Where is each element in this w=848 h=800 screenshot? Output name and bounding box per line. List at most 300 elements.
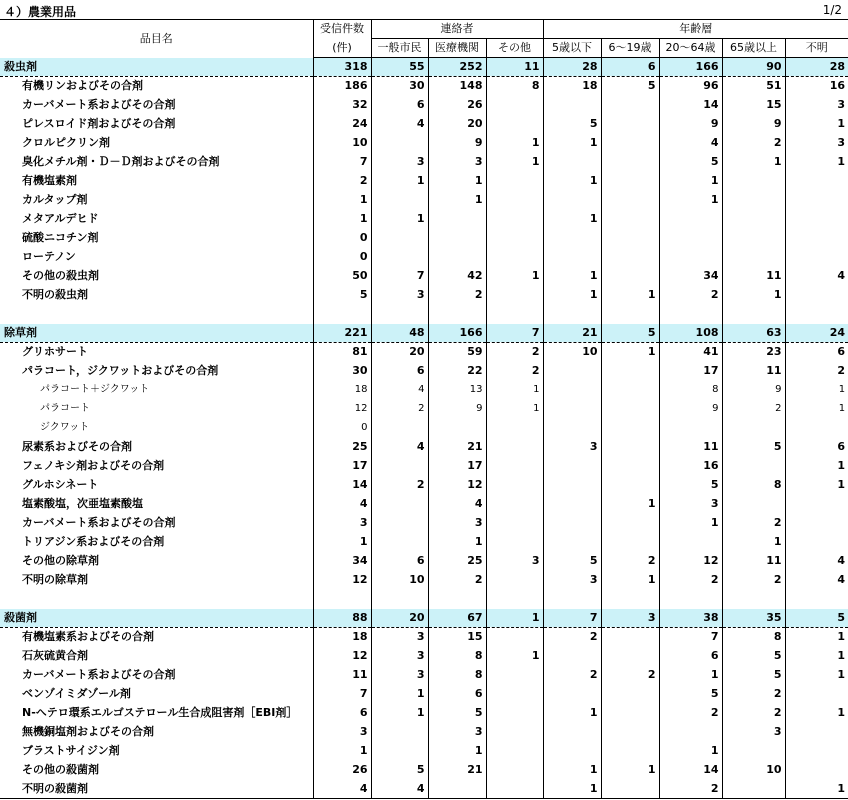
table-cell: 3 [428,514,486,533]
table-cell: 3 [543,438,601,457]
col-header-cases-unit: (件) [313,39,371,58]
col-header-contact-public: 一般市民 [371,39,428,58]
table-cell [785,229,848,248]
table-cell [785,286,848,305]
table-cell: 90 [722,58,785,77]
table-cell: 1 [601,495,659,514]
table-row [0,647,848,666]
table-cell: 5 [543,552,601,571]
table-cell: 108 [659,324,722,343]
table-row [0,248,848,267]
table-cell: 14 [313,476,371,495]
row-label: ベンゾイミダゾール剤 [22,687,131,700]
table-cell: 2 [722,685,785,704]
table-cell [543,742,601,761]
table-cell: 1 [785,628,848,647]
table-cell: 1 [722,533,785,552]
table-cell [486,210,543,229]
row-label [0,305,313,324]
table-cell: 1 [659,191,722,210]
table-cell [601,438,659,457]
table-cell: 2 [785,362,848,381]
table-cell: 4 [371,438,428,457]
table-cell [486,533,543,552]
table-cell [601,457,659,476]
table-cell [601,210,659,229]
table-cell: 1 [659,666,722,685]
table-cell: 1 [785,666,848,685]
table-cell [486,457,543,476]
table-cell: 14 [659,96,722,115]
table-cell: 5 [313,286,371,305]
table-cell [486,495,543,514]
table-cell [785,514,848,533]
table-cell [659,590,722,609]
table-cell: 1 [371,704,428,723]
table-cell [486,305,543,324]
table-row [0,761,848,780]
table-row [0,552,848,571]
table-cell: 1 [486,609,543,628]
table-cell: 8 [722,476,785,495]
table-cell: 34 [659,267,722,286]
table-cell: 2 [659,286,722,305]
table-cell: 0 [313,229,371,248]
table-cell: 12 [313,400,371,419]
table-cell: 1 [601,286,659,305]
table-cell: 1 [543,172,601,191]
table-cell: 5 [601,324,659,343]
table-cell: 1 [543,267,601,286]
table-cell [371,495,428,514]
table-cell: 48 [371,324,428,343]
table-cell [543,533,601,552]
table-cell [785,742,848,761]
row-label: ローテノン [22,250,76,263]
col-header-age-6-19: 6～19歳 [601,39,659,58]
table-cell [543,153,601,172]
table-cell [486,438,543,457]
table-cell: 1 [601,761,659,780]
table-cell: 4 [659,134,722,153]
table-cell [486,685,543,704]
table-cell: 6 [371,552,428,571]
table-cell: 9 [659,115,722,134]
table-cell: 63 [722,324,785,343]
table-cell [722,495,785,514]
table-cell: 1 [785,780,848,799]
table-cell: 1 [659,172,722,191]
table-cell [601,134,659,153]
row-label: 無機銅塩剤およびその合剤 [22,725,154,738]
table-cell [601,96,659,115]
table-cell: 20 [371,343,428,362]
table-cell [428,419,486,438]
table-cell: 17 [659,362,722,381]
col-header-age-under5: 5歳以下 [543,39,601,58]
table-cell [601,400,659,419]
table-cell [601,723,659,742]
page-number: 1/2 [822,3,842,17]
table-cell: 166 [659,58,722,77]
table-cell: 1 [313,210,371,229]
table-cell [543,362,601,381]
row-label: 殺虫剤 [0,58,313,77]
row-label: 石灰硫黄合剤 [22,649,88,662]
table-cell [601,381,659,400]
table-row [0,96,848,115]
table-cell: 7 [486,324,543,343]
table-cell: 96 [659,77,722,96]
table-cell: 7 [371,267,428,286]
table-cell: 6 [371,362,428,381]
table-cell: 16 [785,77,848,96]
table-row [0,191,848,210]
table-cell: 8 [428,647,486,666]
header-row-1 [0,20,848,39]
col-header-age-unknown: 不明 [785,39,848,58]
table-body [0,58,848,799]
row-label: カーバメート系およびその合剤 [22,516,176,529]
row-label: その他の除草剤 [22,554,99,567]
table-row [0,172,848,191]
table-cell [371,248,428,267]
table-cell: 41 [659,343,722,362]
table-cell: 17 [428,457,486,476]
table-cell: 5 [371,761,428,780]
table-cell: 2 [371,400,428,419]
table-cell: 11 [659,438,722,457]
table-cell: 2 [428,571,486,590]
table-cell: 7 [313,153,371,172]
table-cell: 8 [486,77,543,96]
table-cell: 9 [722,381,785,400]
table-cell [486,514,543,533]
table-cell: 1 [371,172,428,191]
table-cell: 1 [486,267,543,286]
report-header [0,0,848,19]
col-header-age-65plus: 65歳以上 [722,39,785,58]
table-cell [486,723,543,742]
table-cell [601,153,659,172]
table-cell: 9 [722,115,785,134]
table-cell: 2 [543,628,601,647]
table-cell: 15 [428,628,486,647]
table-cell [785,305,848,324]
poison-statistics-table [0,19,848,799]
row-label: 不明の殺菌剤 [0,780,313,799]
table-cell [785,191,848,210]
table-cell: 6 [313,704,371,723]
table-cell [601,305,659,324]
table-cell: 21 [428,438,486,457]
table-cell: 4 [785,571,848,590]
row-label: その他の殺菌剤 [22,763,99,776]
table-cell: 55 [371,58,428,77]
table-cell: 2 [722,571,785,590]
table-cell: 5 [659,476,722,495]
row-label: その他の殺虫剤 [22,269,99,282]
table-cell: 3 [659,495,722,514]
row-label: 臭化メチル剤・Ｄ－Ｄ剤およびその合剤 [22,155,220,168]
table-cell: 6 [428,685,486,704]
table-cell [486,780,543,799]
row-label: 尿素系およびその合剤 [22,440,132,453]
table-cell: 1 [428,533,486,552]
table-cell [601,191,659,210]
table-cell: 1 [371,210,428,229]
spacer-row [0,590,848,609]
table-cell [486,248,543,267]
table-cell: 2 [486,343,543,362]
table-row [0,704,848,723]
col-header-contact-other: その他 [486,39,543,58]
table-cell: 1 [486,153,543,172]
table-cell: 8 [428,666,486,685]
table-cell [543,229,601,248]
table-cell: 1 [659,742,722,761]
table-cell [371,533,428,552]
table-cell [722,742,785,761]
row-label: 有機リンおよびその合剤 [22,79,143,93]
table-cell: 7 [313,685,371,704]
table-cell: 1 [428,191,486,210]
table-cell: 1 [486,400,543,419]
table-cell [543,723,601,742]
table-row [0,210,848,229]
table-cell [313,305,371,324]
category-row [0,324,848,343]
table-cell: 3 [785,96,848,115]
table-cell [543,419,601,438]
row-label: グリホサート [22,345,88,359]
table-row [0,400,848,419]
table-cell [371,742,428,761]
table-row [0,381,848,400]
table-row [0,666,848,685]
table-cell [428,210,486,229]
table-cell: 10 [313,134,371,153]
table-cell: 21 [428,761,486,780]
table-cell [543,685,601,704]
table-cell [601,267,659,286]
table-cell: 32 [313,96,371,115]
table-cell: 166 [428,324,486,343]
table-cell [785,723,848,742]
table-row [0,267,848,286]
table-cell: 2 [659,704,722,723]
row-label: N-ヘテロ環系エルゴステロール生合成阻害剤［EBI剤］ [22,706,298,719]
category-row [0,58,848,77]
table-cell [785,590,848,609]
row-label: トリアジン系およびその合剤 [22,535,165,548]
table-cell: 26 [313,761,371,780]
table-cell: 8 [659,381,722,400]
col-header-age-group: 年齢層 [543,20,848,39]
table-cell: 2 [313,172,371,191]
table-cell [486,191,543,210]
table-cell [543,514,601,533]
table-cell: 1 [313,191,371,210]
table-cell: 10 [722,761,785,780]
table-cell [601,647,659,666]
table-cell [486,115,543,134]
table-cell: 14 [659,761,722,780]
table-cell: 3 [313,723,371,742]
table-cell: 186 [313,77,371,96]
table-cell [486,96,543,115]
table-cell: 12 [659,552,722,571]
table-cell: 15 [722,96,785,115]
table-cell: 11 [722,552,785,571]
row-label: カーバメート系およびその合剤 [22,668,176,681]
table-cell [601,780,659,799]
table-cell: 10 [543,343,601,362]
table-cell: 1 [722,286,785,305]
row-label: クロルピクリン剤 [22,136,110,149]
table-cell: 2 [601,666,659,685]
table-cell [371,229,428,248]
table-cell: 4 [313,780,371,799]
table-cell: 1 [601,571,659,590]
table-row [0,476,848,495]
table-cell [486,628,543,647]
table-cell: 38 [659,609,722,628]
table-cell [543,590,601,609]
table-cell: 3 [543,571,601,590]
table-cell: 67 [428,609,486,628]
table-row [0,115,848,134]
table-cell: 5 [428,704,486,723]
table-cell [543,647,601,666]
table-cell: 1 [785,647,848,666]
table-cell [371,457,428,476]
table-cell [428,305,486,324]
row-label: パラコート＋ジクワット [40,384,150,395]
table-row [0,362,848,381]
table-cell [543,457,601,476]
table-cell: 18 [543,77,601,96]
table-cell [371,419,428,438]
table-cell: 252 [428,58,486,77]
row-label: 有機塩素剤 [22,174,77,187]
table-cell: 3 [371,647,428,666]
table-cell: 20 [371,609,428,628]
table-cell [428,590,486,609]
table-row [0,495,848,514]
table-cell [659,210,722,229]
table-cell: 4 [428,495,486,514]
table-cell [371,134,428,153]
table-row [0,571,848,590]
table-cell: 1 [543,704,601,723]
table-cell [543,248,601,267]
table-cell [601,362,659,381]
table-row [0,457,848,476]
table-cell [486,704,543,723]
table-cell [428,248,486,267]
table-cell: 2 [486,362,543,381]
table-cell [543,381,601,400]
table-cell [785,210,848,229]
table-cell [486,229,543,248]
table-cell: 28 [543,58,601,77]
row-label: 除草剤 [0,324,313,343]
row-label: 有機塩素系およびその合剤 [22,630,154,644]
row-label [0,590,313,609]
table-cell: 1 [785,400,848,419]
table-cell: 3 [486,552,543,571]
table-cell: 11 [486,58,543,77]
table-row [0,780,848,799]
table-cell [371,514,428,533]
table-row [0,229,848,248]
row-label: カーバメート系およびその合剤 [22,98,176,111]
table-cell: 18 [313,628,371,647]
row-label: 不明の殺虫剤 [22,288,88,301]
table-cell [785,685,848,704]
table-cell: 1 [486,134,543,153]
table-row [0,343,848,362]
table-cell [601,742,659,761]
table-cell [486,476,543,495]
table-cell: 2 [601,552,659,571]
table-row [0,742,848,761]
table-cell [371,191,428,210]
table-cell: 21 [543,324,601,343]
table-cell: 1 [659,514,722,533]
table-cell: 35 [722,609,785,628]
table-cell [601,514,659,533]
table-cell: 3 [371,666,428,685]
table-cell: 30 [313,362,371,381]
table-row [0,153,848,172]
table-cell: 1 [543,761,601,780]
table-cell: 8 [722,628,785,647]
table-cell: 3 [313,514,371,533]
table-cell [486,286,543,305]
table-cell [486,419,543,438]
table-cell: 51 [722,77,785,96]
row-label: ブラストサイジン剤 [22,744,120,757]
table-cell: 12 [313,647,371,666]
table-cell: 3 [428,153,486,172]
table-row [0,514,848,533]
table-cell: 4 [371,381,428,400]
table-cell [785,761,848,780]
table-cell: 18 [313,381,371,400]
table-cell: 6 [659,647,722,666]
table-cell: 3 [371,153,428,172]
table-cell [785,419,848,438]
table-cell: 11 [313,666,371,685]
row-label: メタアルデヒド [22,212,99,225]
table-cell: 6 [601,58,659,77]
table-cell: 50 [313,267,371,286]
table-cell: 5 [785,609,848,628]
table-cell [722,590,785,609]
table-cell [722,210,785,229]
table-cell: 2 [722,704,785,723]
table-cell [601,248,659,267]
table-cell [543,96,601,115]
table-cell: 1 [722,153,785,172]
table-cell [722,248,785,267]
table-cell [428,229,486,248]
table-cell: 1 [428,742,486,761]
table-cell: 1 [785,476,848,495]
table-cell: 2 [543,666,601,685]
